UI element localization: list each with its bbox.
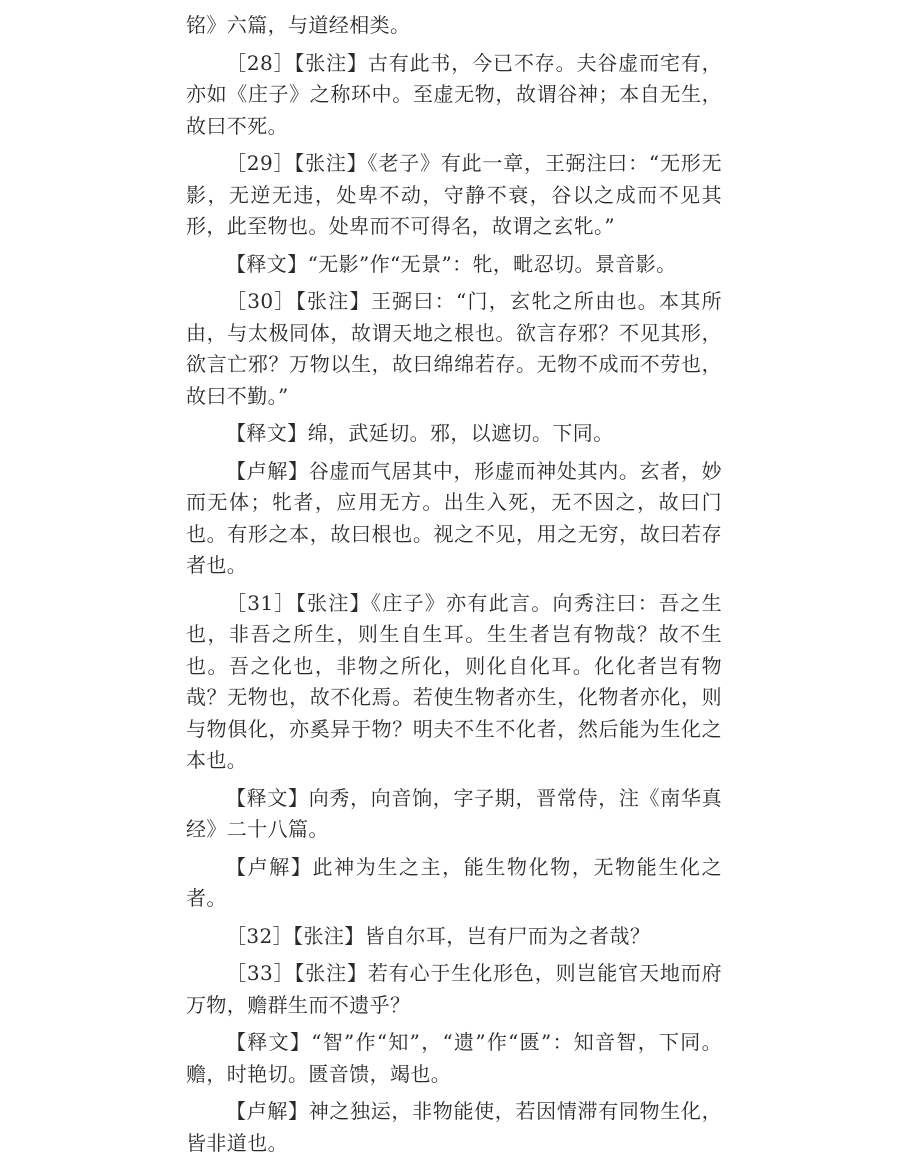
note-31-zhang: ［31］【张注】《庄子》亦有此言。向秀注曰：吾之生也，非吾之所生，则生自生耳。生生者岂有物哉？故不生也。吾之化也，非物之所化，则化自化耳。化化者岂有物哉？无物也，故不化焉。若使生物者亦生，化物者亦化，则与物俱化，亦奚异于物？明夫不生不化者，然后能为生化之本也。: [186, 590, 722, 772]
note-33-lujie: 【卢解】神之独运，非物能使，若因情滞有同物生化，皆非道也。: [186, 1099, 722, 1155]
note-32-zhang: ［32］【张注】皆自尔耳，岂有尸而为之者哉？: [226, 923, 651, 948]
note-31-shiwen: 【释文】向秀，向音饷，字子期，晋常侍，注《南华真经》二十八篇。: [186, 785, 722, 841]
note-30-zhang: ［30］【张注】王弼曰：“门，玄牝之所由也。本其所由，与太极同体，故谓天地之根也。欲言存邪？不见其形，欲言亡邪？万物以生，故曰绵绵若存。无物不成而不劳也，故曰不勤。”: [186, 289, 722, 408]
paragraph-continued: 铭》六篇，与道经相类。: [186, 13, 411, 37]
note-30-lujie: 【卢解】谷虚而气居其中，形虚而神处其内。玄者，妙而无体；牝者，应用无方。出生入死，无不因之，故曰门也。有形之本，故曰根也。视之不见，用之无穷，故曰若存者也。: [186, 458, 722, 577]
note-29-shiwen: 【释文】“无影”作“无景”：牝，毗忍切。景音影。: [226, 251, 677, 276]
note-29-zhang: ［29］【张注】《老子》有此一章，王弼注曰：“无形无影，无逆无违，处卑不动，守静不衰，谷以之成而不见其形，此至物也。处卑而不可得名，故谓之玄牝。”: [186, 151, 722, 238]
note-33-zhang: ［33］【张注】若有心于生化形色，则岂能官天地而府万物，赡群生而不遗乎？: [186, 961, 722, 1017]
note-28-zhang: ［28］【张注】古有此书，今已不存。夫谷虚而宅有，亦如《庄子》之称环中。至虚无物，故谓谷神；本自无生，故曰不死。: [186, 50, 722, 138]
note-30-shiwen: 【释文】绵，武延切。邪，以遮切。下同。: [226, 421, 614, 445]
note-31-lujie: 【卢解】此神为生之主，能生物化物，无物能生化之者。: [186, 854, 722, 910]
note-33-shiwen: 【释文】“智”作“知”，“遗”作“匮”：知音智，下同。赡，时艳切。匮音馈，竭也。: [186, 1030, 722, 1086]
